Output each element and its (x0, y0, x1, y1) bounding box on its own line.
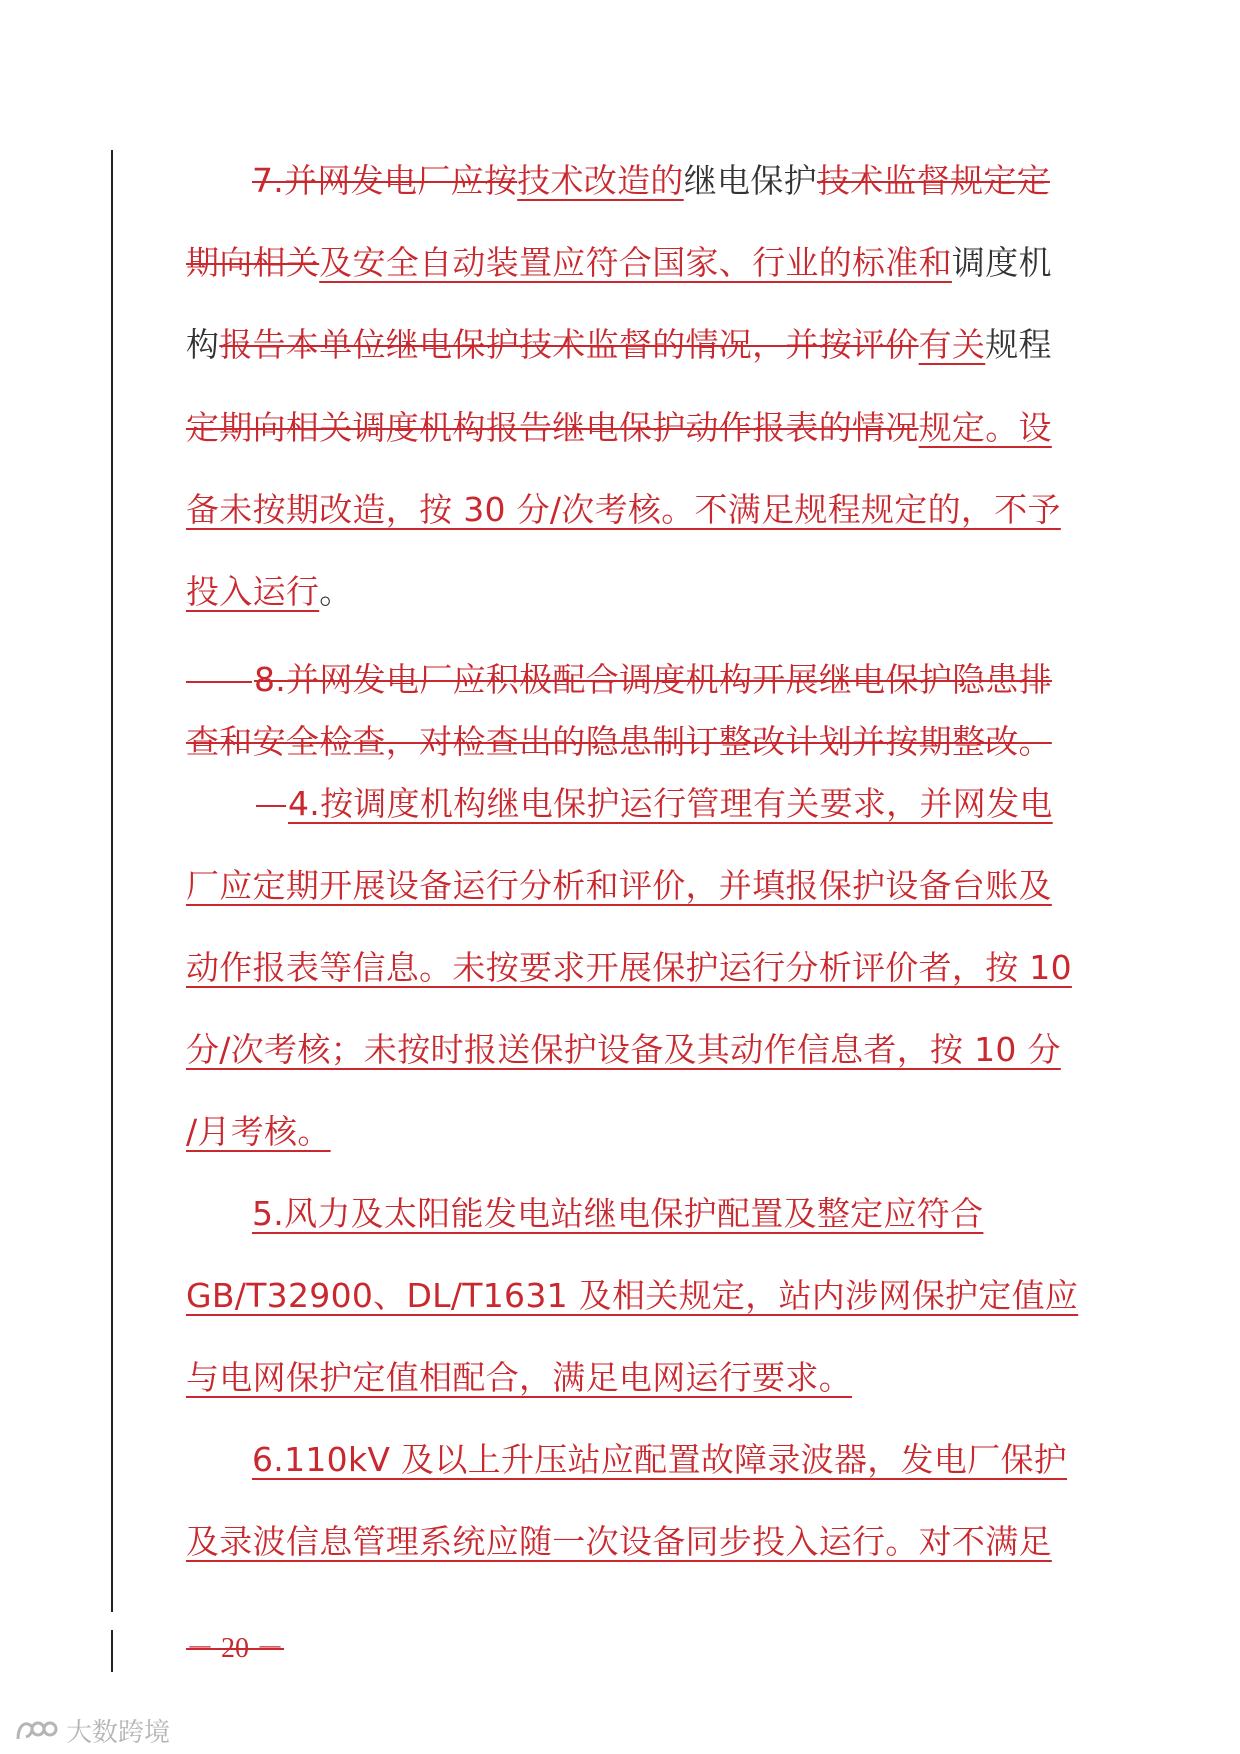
item5-line3 (186, 1358, 852, 1398)
deleted-text: 报告本单位继电保护技术监督的情况，并按评价 (219, 325, 919, 364)
item8-line2 (186, 722, 1052, 762)
item4-line1 (256, 784, 1053, 824)
item7-line6 (186, 572, 353, 612)
revision-bar-lower (111, 1630, 113, 1672)
original-text: 构 (186, 325, 220, 364)
deleted-indent-mark (186, 681, 252, 683)
original-text: 调度机 (951, 243, 1052, 282)
inserted-text: 6.110kV 及以上升压站应配置故障录波器，发电厂保护 (252, 1440, 1068, 1479)
original-text: 继电保护 (683, 161, 817, 200)
item4-line4 (186, 1030, 1061, 1070)
inserted-text: GB/T32900、DL/T1631 及相关规定，站内涉网保护定值应 (186, 1276, 1079, 1315)
item6-line1 (252, 1440, 1067, 1480)
item5-line1 (252, 1194, 983, 1234)
inserted-text: /月考核。 (186, 1112, 331, 1151)
inserted-text: 动作报表等信息。未按要求开展保护运行分析评价者，按 10 (186, 948, 1072, 987)
inserted-text: 与电网保护定值相配合，满足电网运行要求。 (186, 1358, 852, 1397)
item5-line2 (186, 1276, 1078, 1316)
item7-line4 (186, 408, 1052, 448)
inserted-text: 4.按调度机构继电保护运行管理有关要求，并网发电 (288, 784, 1053, 823)
inserted-text: 厂应定期开展设备运行分析和评价，并填报保护设备台账及 (186, 866, 1052, 905)
deleted-text: 8.并网发电厂应积极配合调度机构开展继电保护隐患排 (254, 660, 1052, 699)
deleted-text: 定期向相关调度机构报告继电保护动作报表的情况 (186, 408, 919, 447)
page-number: － 20 － (186, 1633, 285, 1664)
inserted-text: 有关 (918, 325, 986, 364)
original-text: 规程 (985, 325, 1052, 364)
inserted-text: 5.风力及太阳能发电站继电保护配置及整定应符合 (252, 1194, 984, 1233)
deleted-text: 7.并网发电厂应按 (252, 161, 518, 200)
deleted-text: 查和安全检查，对检查出的隐患制订整改计划并按期整改。 (186, 722, 1052, 761)
watermark-text: 大数跨境 (66, 1718, 171, 1748)
item4-line5 (186, 1112, 331, 1152)
item7-line2 (186, 243, 1052, 283)
inserted-text: 备未按期改造，按 30 分/次考核。不满足规程规定的，不予 (186, 490, 1061, 529)
revision-bar (111, 150, 113, 1612)
item7-line5 (186, 490, 1061, 530)
brand-logo-icon (14, 1717, 58, 1745)
inserted-text: 规定。设 (918, 408, 1052, 447)
inserted-text: 投入运行 (186, 572, 320, 611)
deleted-text: 期向相关 (186, 243, 320, 282)
inserted-text: 及安全自动装置应符合国家、行业的标准和 (319, 243, 952, 282)
original-text: 。 (319, 572, 353, 611)
inserted-text: 技术改造的 (517, 161, 684, 200)
item7-line3 (186, 325, 1052, 365)
item8-line1 (186, 660, 1052, 700)
inserted-text: 及录波信息管理系统应随一次设备同步投入运行。对不满足 (186, 1522, 1052, 1561)
item4-line3 (186, 948, 1072, 988)
item6-line2 (186, 1522, 1052, 1562)
item4-line2 (186, 866, 1052, 906)
inserted-text: 分/次考核；未按时报送保护设备及其动作信息者，按 10 分 (186, 1030, 1061, 1069)
deleted-indent-mark (256, 805, 286, 807)
deleted-text: 技术监督规定定 (816, 161, 1050, 200)
item7-line1 (252, 161, 1050, 201)
watermark (14, 1712, 170, 1749)
